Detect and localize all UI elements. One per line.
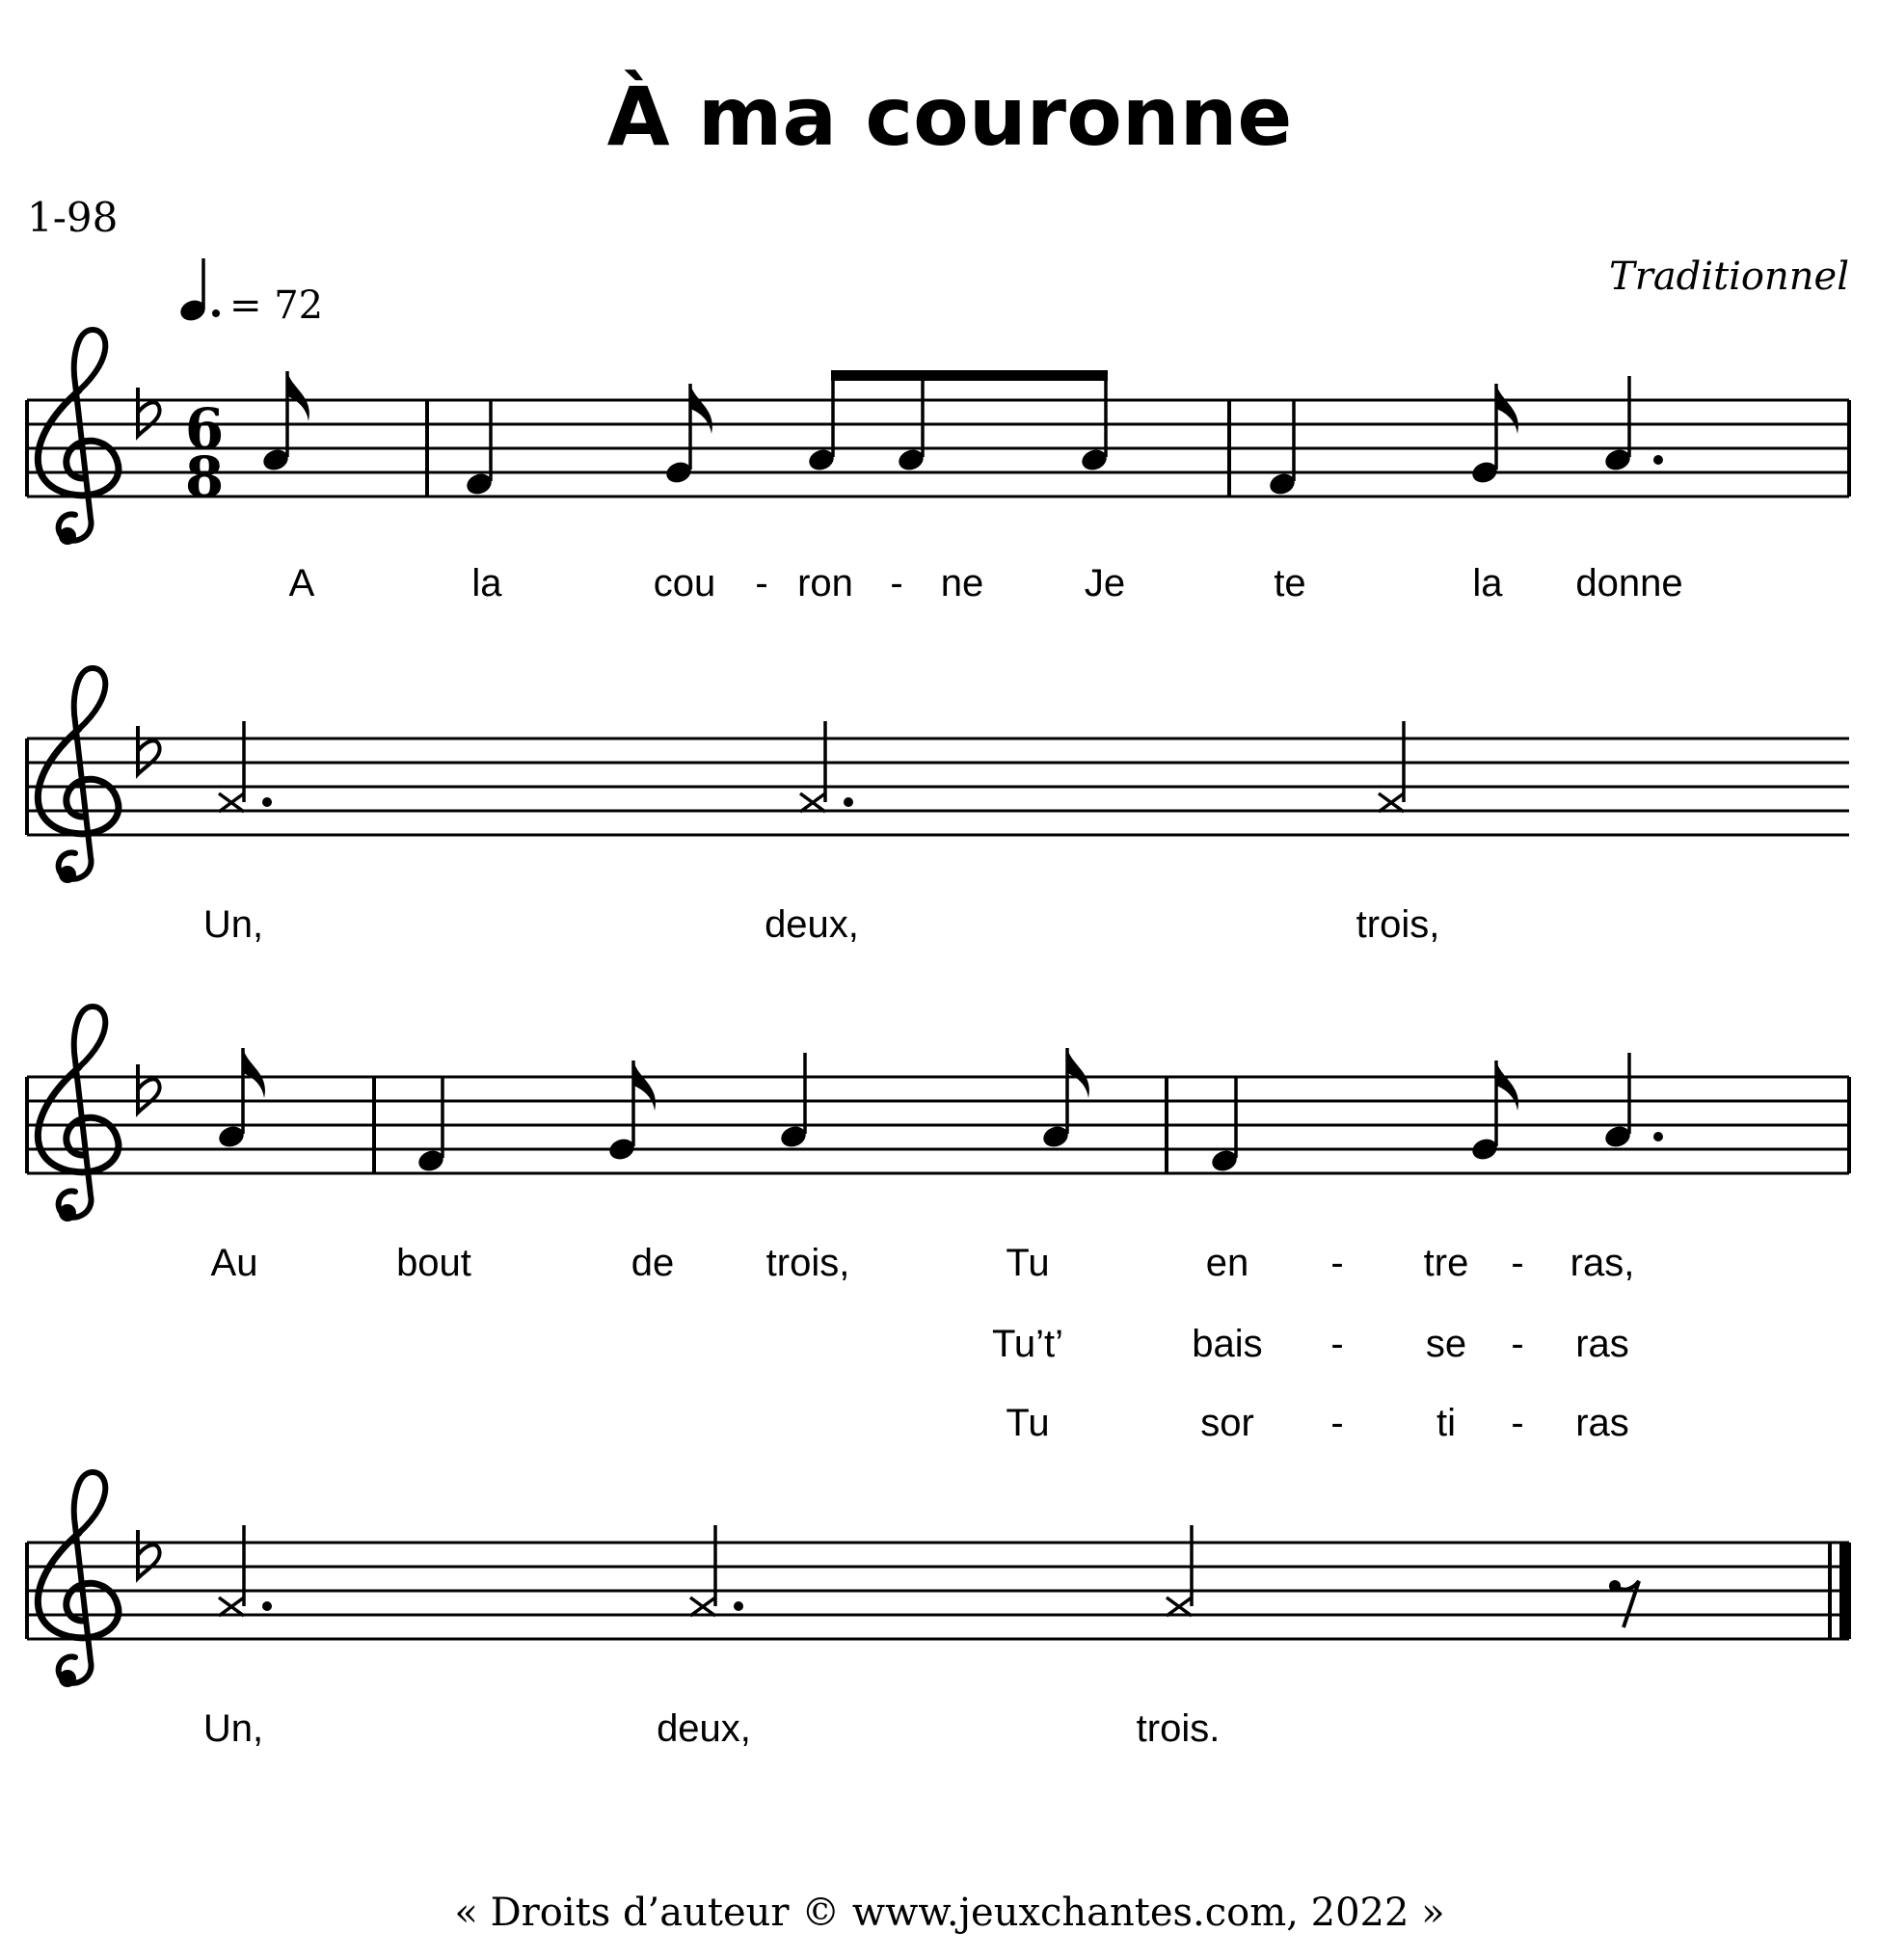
- lyric-syllable: se: [1425, 1323, 1467, 1365]
- composer: Traditionnel: [1609, 255, 1849, 299]
- flat-key-signature-icon: [138, 388, 160, 436]
- lyric-hyphen: -: [755, 562, 768, 604]
- note-eighth-a: [260, 371, 309, 473]
- lyric-syllable: Tu: [1006, 1242, 1050, 1284]
- lyric-syllable: trois.: [1136, 1707, 1221, 1750]
- note-dotted-quarter-x: [800, 721, 853, 812]
- catalog-number: 1-98: [27, 194, 119, 241]
- lyric-syllable: Tu’t’: [991, 1323, 1064, 1365]
- lyrics-line-3-verse-2: [992, 1323, 1629, 1365]
- lyric-syllable: en: [1205, 1242, 1249, 1284]
- lyric-hyphen: -: [890, 562, 903, 604]
- lyric-syllable: bais: [1192, 1323, 1263, 1365]
- treble-clef-icon: [38, 330, 119, 545]
- tempo-marking: [177, 258, 323, 328]
- lyric-hyphen: -: [1511, 1323, 1524, 1365]
- lyrics-line-4: [203, 1707, 1220, 1750]
- lyric-syllable: trois,: [765, 1242, 850, 1284]
- flat-key-signature-icon: [138, 726, 160, 774]
- treble-clef-icon: [38, 668, 119, 883]
- lyrics-line-2: [203, 903, 1439, 946]
- lyric-syllable: de: [631, 1242, 675, 1284]
- copyright-footer: « Droits d’auteur © www.jeuxchantes.com, 2022 »: [454, 1891, 1445, 1935]
- staff-lines: [27, 1543, 1849, 1639]
- staff-lines: [27, 400, 1849, 497]
- lyric-syllable: sor: [1200, 1402, 1254, 1444]
- lyric-syllable: Un,: [202, 903, 264, 946]
- flat-key-signature-icon: [138, 1530, 160, 1578]
- lyric-syllable: ti: [1436, 1402, 1456, 1444]
- lyric-hyphen: -: [1330, 1242, 1344, 1284]
- treble-clef-icon: [38, 1472, 119, 1687]
- lyric-syllable: ras: [1575, 1402, 1629, 1444]
- tempo-value: = 72: [229, 283, 324, 328]
- lyric-hyphen: -: [1511, 1242, 1524, 1284]
- note-eighth-a: [216, 1048, 265, 1150]
- time-signature-numerator: 6: [184, 396, 225, 462]
- lyric-syllable: deux,: [765, 903, 859, 946]
- lyrics-line-3-verse-1: [211, 1242, 1635, 1284]
- lyric-syllable: ras: [1575, 1323, 1629, 1365]
- beamed-eighth-group: [806, 370, 1109, 473]
- staff-system-4: [27, 1472, 1851, 1687]
- note-quarter-x: [1167, 1525, 1192, 1616]
- lyrics-line-1: [289, 562, 1683, 604]
- lyric-syllable: ras,: [1570, 1242, 1635, 1284]
- lyric-hyphen: -: [1330, 1402, 1344, 1444]
- lyric-syllable: la: [1472, 562, 1503, 604]
- lyric-syllable: Au: [210, 1242, 258, 1284]
- lyric-syllable: cou: [653, 562, 716, 604]
- lyric-syllable: ne: [940, 562, 984, 604]
- staff-lines: [27, 1077, 1849, 1173]
- lyric-syllable: donne: [1575, 562, 1683, 604]
- note-eighth-a: [1040, 1048, 1089, 1150]
- staff-system-3: [27, 1007, 1849, 1222]
- lyric-syllable: tre: [1423, 1242, 1469, 1284]
- lyric-syllable: ron: [797, 562, 853, 604]
- song-title: À ma couronne: [606, 69, 1293, 164]
- staff-system-1: [27, 330, 1849, 545]
- lyric-syllable: deux,: [657, 1707, 751, 1750]
- beam: [831, 370, 1108, 381]
- lyric-syllable: bout: [396, 1242, 471, 1284]
- lyrics-line-3-verse-3: [1006, 1402, 1628, 1444]
- lyric-syllable: trois,: [1356, 903, 1440, 946]
- lyric-syllable: Je: [1084, 562, 1126, 604]
- note-quarter-x: [1379, 721, 1404, 812]
- time-signature-denominator: 8: [184, 444, 225, 510]
- treble-clef-icon: [38, 1007, 119, 1222]
- note-dotted-quarter-x: [219, 721, 272, 812]
- lyric-syllable: A: [288, 562, 315, 604]
- eighth-rest-icon: [1609, 1580, 1639, 1627]
- staff-lines: [27, 738, 1849, 835]
- lyric-syllable: Tu: [1006, 1402, 1050, 1444]
- note-dotted-quarter-x: [690, 1525, 743, 1616]
- lyric-syllable: te: [1274, 562, 1306, 604]
- note-dotted-quarter-x: [219, 1525, 272, 1616]
- staff-system-2: [27, 668, 1849, 883]
- lyric-syllable: Un,: [202, 1707, 264, 1750]
- lyric-hyphen: -: [1330, 1323, 1344, 1365]
- lyric-hyphen: -: [1511, 1402, 1524, 1444]
- flat-key-signature-icon: [138, 1064, 160, 1113]
- lyric-syllable: la: [471, 562, 502, 604]
